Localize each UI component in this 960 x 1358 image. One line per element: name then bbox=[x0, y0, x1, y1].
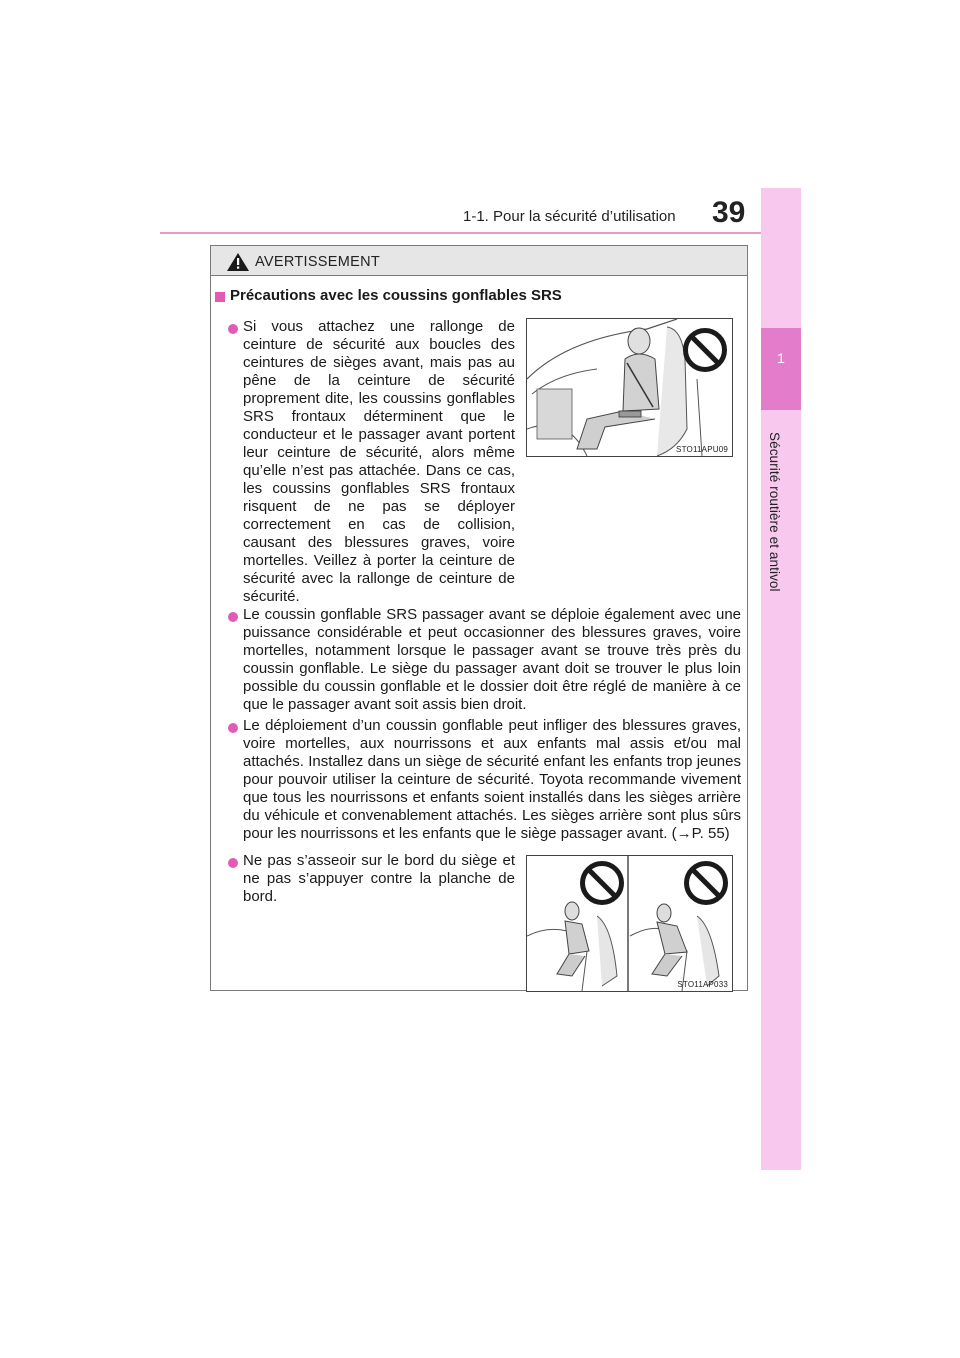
warning-triangle-icon bbox=[227, 253, 249, 271]
prohibition-icon bbox=[579, 860, 625, 906]
page-number: 39 bbox=[712, 196, 746, 229]
warning-item-4: Ne pas s’asseoir sur le bord du siège et ne pas s’appuyer contre la planche de bord. bbox=[243, 852, 515, 905]
warning-item-3: Le déploiement d’un coussin gonflable peut infliger des blessures graves, voire mortelles, aux nourrissons et aux enfants mal assis et/ou mal attachés. Installez dans un siège de sécurité enfant les enfants trop jeunes pour pouvoir utiliser la ceinture de sécurité. Toyota recommande vivement que tous les nourrissons et enfants soient installés dans les sièges arrière du véhicule et convenablement attachés. Les sièges arrière sont plus sûrs pour les nourrissons et les enfants que le siège passager avant. (→P. 55) bbox=[243, 717, 741, 842]
bullet-icon bbox=[228, 723, 238, 733]
warning-header bbox=[211, 246, 747, 276]
bullet-icon bbox=[228, 858, 238, 868]
warning-title: AVERTISSEMENT bbox=[255, 254, 381, 270]
chapter-tab-marker bbox=[761, 328, 801, 410]
figure-seat-posture bbox=[526, 855, 733, 992]
warning-item-1: Si vous attachez une rallonge de ceinture de sécurité aux boucles des ceintures de sièges avant, mais pas au pêne de la ceinture de sécurité proprement dite, les coussins gonflables SRS frontaux déterminent que le conducteur et le passager avant portent leur ceinture de sécurité, alors même qu’elle n’est pas attachée. Dans ce cas, les coussins gonflables SRS frontaux risquent de ne pas se déployer correctement en cas de collision, causant des blessures graves, voire mortelles. Veillez à porter la ceinture de sécurité avec la rallonge de ceinture de sécurité. bbox=[243, 318, 515, 605]
figure-code: STO11APU09 bbox=[676, 445, 728, 454]
figure-code: STO11AP033 bbox=[677, 980, 728, 989]
warning-item-2: Le coussin gonflable SRS passager avant se déploie également avec une puissance considérable et peut occasionner des blessures graves, voire mortelles, notamment lorsque le passager avant se trouve très près du coussin gonflable. Le siège du passager avant doit se trouver le plus loin possible du coussin gonflable et le dossier doit être réglé de manière à ce que le passager avant soit assis bien droit. bbox=[243, 606, 741, 713]
chapter-number: 1 bbox=[777, 350, 785, 366]
prohibition-icon bbox=[683, 860, 729, 906]
warning-heading: Précautions avec les coussins gonflables SRS bbox=[230, 287, 562, 304]
header-divider bbox=[160, 232, 800, 234]
chapter-title: Sécurité routière et antivol bbox=[767, 432, 782, 592]
section-title: 1-1. Pour la sécurité d’utilisation bbox=[463, 208, 676, 225]
figure-seatbelt-extender bbox=[526, 318, 733, 457]
heading-square-icon bbox=[215, 292, 225, 302]
bullet-icon bbox=[228, 324, 238, 334]
bullet-icon bbox=[228, 612, 238, 622]
prohibition-icon bbox=[682, 327, 728, 373]
